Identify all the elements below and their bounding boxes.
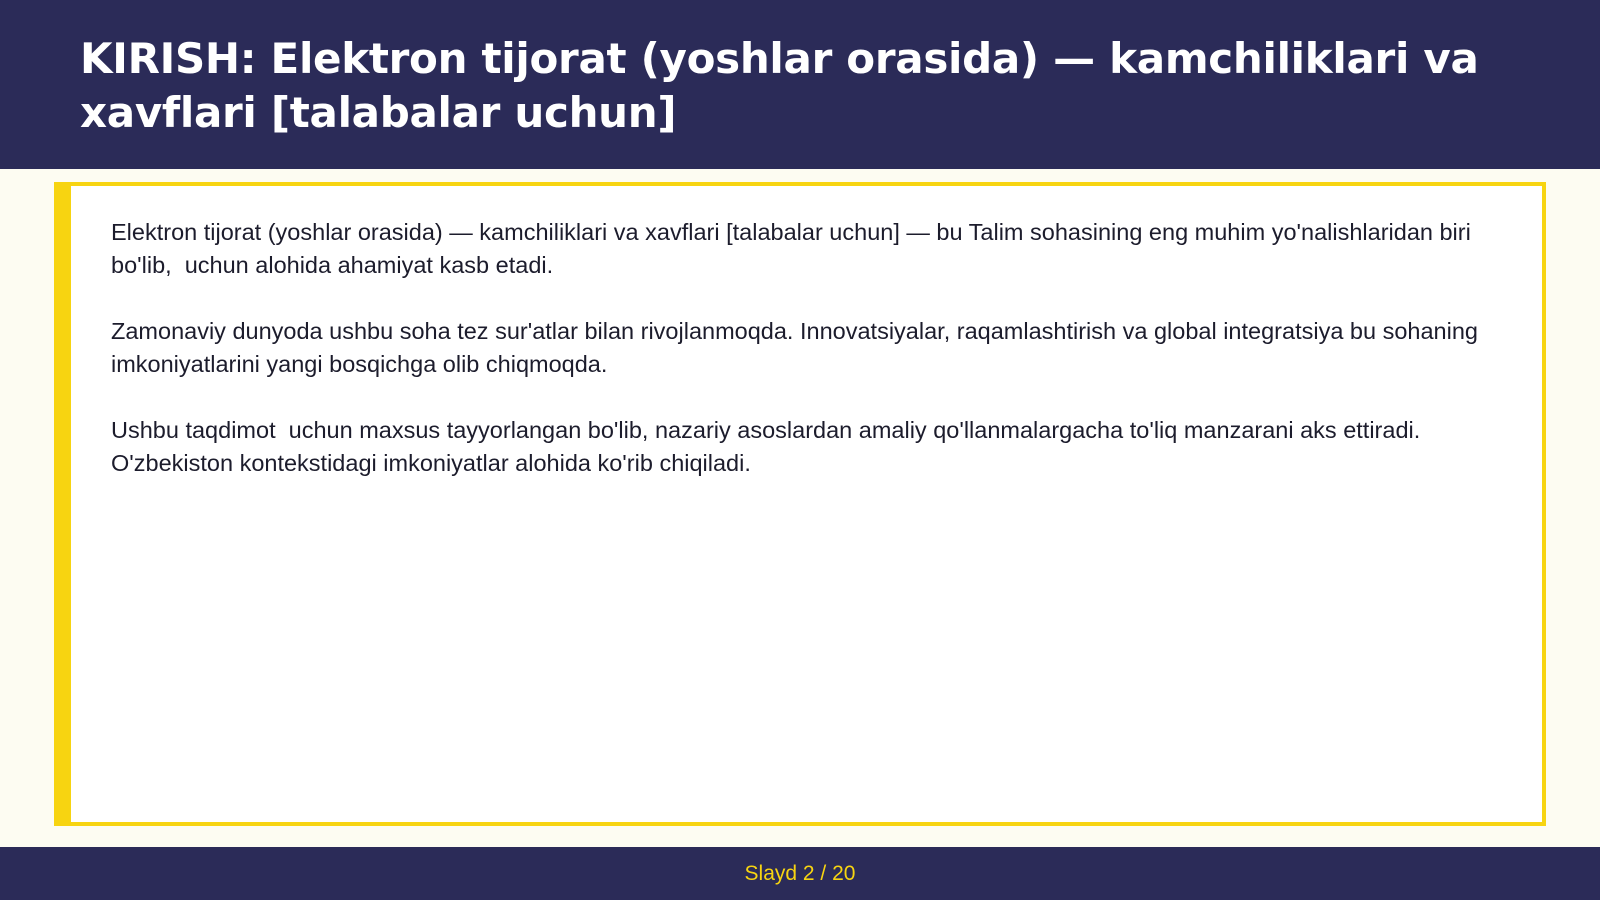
slide-header: [0, 0, 1600, 169]
slide-footer: [0, 847, 1600, 900]
content-card: [54, 182, 1546, 826]
slide-counter: Slayd 2 / 20: [744, 861, 856, 885]
intro-paragraph-1: Elektron tijorat (yoshlar orasida) — kamchiliklari va xavflari [talabalar uchun] — bu Talim sohasining eng muhim yo'nalishlaridan biri bo'lib, uchun alohida ahamiyat kasb etadi.: [111, 219, 1478, 278]
intro-paragraph-3: Ushbu taqdimot uchun maxsus tayyorlangan bo'lib, nazariy asoslardan amaliy qo'llanmalargacha to'liq manzarani aks ettiradi. O'zbekiston kontekstidagi imkoniyatlar alohida ko'rib chiqiladi.: [111, 417, 1427, 476]
intro-paragraph-2: Zamonaviy dunyoda ushbu soha tez sur'atlar bilan rivojlanmoqda. Innovatsiyalar, raqamlashtirish va global integratsiya bu sohaning imkoniyatlarini yangi bosqichga olib chiqmoqda.: [111, 318, 1485, 377]
slide-title: KIRISH: Elektron tijorat (yoshlar orasida) — kamchiliklari va xavflari [talabalar uchun]: [80, 34, 1479, 137]
